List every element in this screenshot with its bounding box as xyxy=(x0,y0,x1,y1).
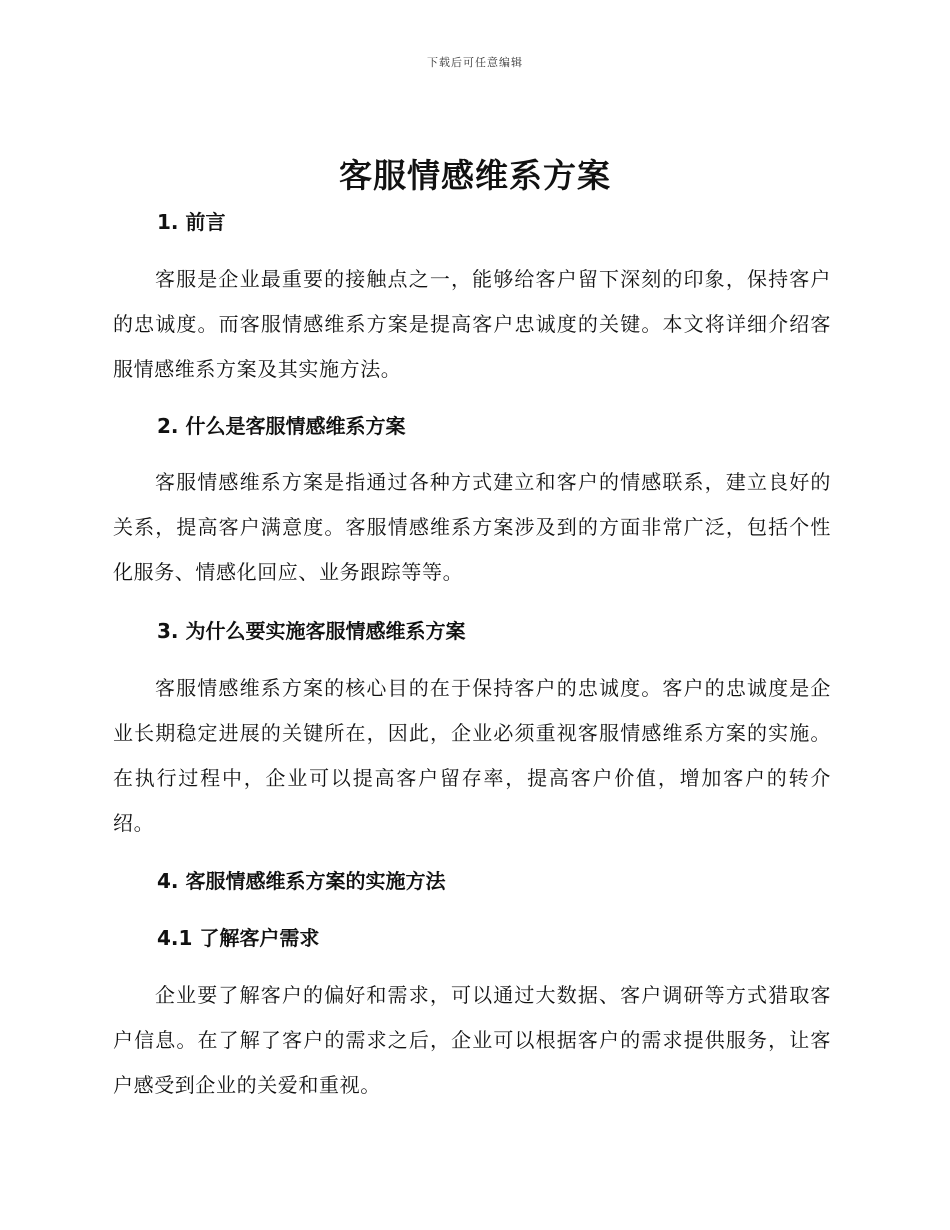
section-body-preface: 客服是企业最重要的接触点之一，能够给客户留下深刻的印象，保持客户的忠诚度。而客服情感维系方案是提高客户忠诚度的关键。本文将详细介绍客服情感维系方案及其实施方法。 xyxy=(113,267,831,381)
section-heading-understand-needs: 4.1 了解客户需求 xyxy=(157,926,320,950)
section-body-why: 客服情感维系方案的核心目的在于保持客户的忠诚度。客户的忠诚度是企业长期稳定进展的关键所在，因此，企业必须重视客服情感维系方案的实施。在执行过程中，企业可以提高客户留存率，提高客户价值，增加客户的转介绍。 xyxy=(113,676,831,835)
document-title: 客服情感维系方案 xyxy=(339,156,611,195)
section-heading-what-is: 2. 什么是客服情感维系方案 xyxy=(157,414,406,438)
page-header-note: 下载后可任意编辑 xyxy=(427,56,523,69)
section-heading-why: 3. 为什么要实施客服情感维系方案 xyxy=(157,619,466,643)
section-heading-methods: 4. 客服情感维系方案的实施方法 xyxy=(157,869,446,893)
section-body-what-is: 客服情感维系方案是指通过各种方式建立和客户的情感联系，建立良好的关系，提高客户满意度。客服情感维系方案涉及到的方面非常广泛，包括个性化服务、情感化回应、业务跟踪等等。 xyxy=(113,470,831,584)
section-body-understand-needs: 企业要了解客户的偏好和需求，可以通过大数据、客户调研等方式猎取客户信息。在了解了客户的需求之后，企业可以根据客户的需求提供服务，让客户感受到企业的关爱和重视。 xyxy=(113,983,831,1097)
section-heading-preface: 1. 前言 xyxy=(157,210,226,234)
